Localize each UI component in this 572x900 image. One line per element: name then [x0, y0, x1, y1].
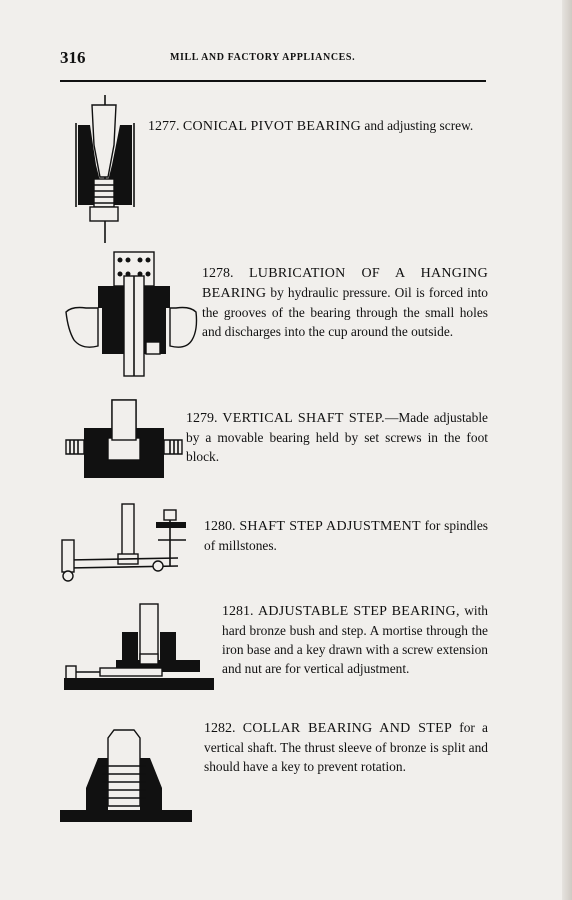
entry-number: 1282. — [204, 721, 236, 736]
figure-collar-bearing — [58, 726, 194, 826]
figure-hanging-bearing — [62, 246, 200, 378]
entry-1280 — [204, 516, 488, 555]
entry-number: 1280. — [204, 519, 236, 534]
entry-title: VERTICAL SHAFT STEP. — [222, 411, 385, 426]
entry-1282 — [204, 718, 488, 776]
entry-1277 — [148, 116, 488, 136]
figure-vertical-shaft-step — [64, 396, 184, 480]
entry-title: COLLAR BEARING AND STEP — [242, 721, 453, 736]
entry-title: LUBRICATION OF A HANGING BEARING — [202, 266, 488, 301]
entry-text: —Made adjustable by a movable bearing held by set screws in the foot block. — [186, 410, 488, 464]
entry-1281 — [222, 601, 488, 678]
entry-number: 1277. — [148, 119, 180, 134]
entry-text: with hard bronze bush and step. A mortise through the iron base and a key drawn with a screw extension and nut are for vertical adjustment. — [222, 603, 488, 676]
header-rule — [60, 80, 486, 82]
entry-title: ADJUSTABLE STEP BEARING, — [257, 604, 460, 619]
entry-1279 — [186, 408, 488, 466]
figure-conical-pivot-bearing — [70, 95, 140, 245]
entry-text: by hydraulic pressure. Oil is forced into the grooves of the bearing through the small holes and discharges into the cup around the outside. — [202, 285, 488, 339]
entry-title: CONICAL PIVOT BEARING — [182, 119, 362, 134]
entry-text: for spindles of millstones. — [204, 518, 488, 553]
entry-number: 1278. — [202, 266, 234, 281]
page-edge — [562, 0, 572, 900]
page-number: 316 — [60, 48, 86, 67]
running-head: MILL AND FACTORY APPLIANCES. — [170, 52, 356, 63]
entry-text: and adjusting screw. — [361, 118, 474, 133]
figure-shaft-step-adjustment — [58, 500, 200, 584]
entry-1278 — [202, 263, 488, 341]
page-header — [60, 48, 486, 70]
entry-title: SHAFT STEP ADJUSTMENT — [239, 519, 421, 534]
figure-adjustable-step-bearing — [60, 598, 216, 694]
entry-number: 1281. — [222, 604, 254, 619]
entry-text: for a vertical shaft. The thrust sleeve of bronze is split and should have a key to prevent rotation. — [204, 720, 488, 774]
entry-number: 1279. — [186, 411, 218, 426]
